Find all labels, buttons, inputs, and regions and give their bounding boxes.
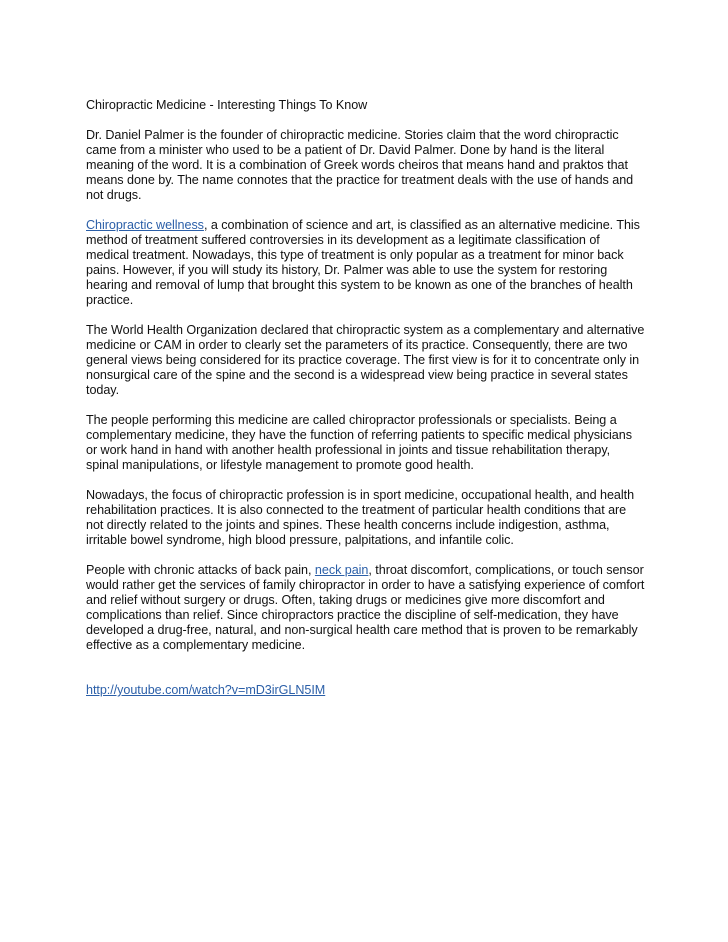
paragraph-text: The people performing this medicine are called chiropractor professionals or specialists. Being a complementary medicine, they have the function of referring patients to specific medical physicians or work hand in hand with another health professional in joints and tissue rehabilitation therapy, spinal manipulations, or lifestyle management to promote good health. (86, 413, 632, 472)
paragraph-text: Dr. Daniel Palmer is the founder of chiropractic medicine. Stories claim that the word chiropractic came from a minister who used to be a patient of Dr. David Palmer. Done by hand is the literal meaning of the word. It is a combination of Greek words cheiros that means hand and praktos that means done by. The name connotes that the practice for treatment deals with the use of hands and not drugs. (86, 128, 634, 202)
neck-pain-link[interactable]: neck pain (314, 563, 369, 577)
paragraph-text: , a combination of science and art, is classified as an alternative medicine. This method of treatment suffered controversies in its development as a legitimate classification of medical treatment. Nowadays, this type of treatment is only popular as a treatment for minor back pains. However, if you will study its history, Dr. Palmer was able to use the system for restoring hearing and removal of lump that brought this system to be known as one of the branches of health practice. (86, 218, 640, 307)
document-title: Chiropractic Medicine - Interesting Things To Know (86, 98, 368, 112)
paragraph-chronic-pain (86, 563, 646, 653)
paragraph-text-before: People with chronic attacks of back pain, (86, 563, 315, 577)
paragraph-focus (86, 488, 646, 548)
paragraph-who (86, 323, 646, 398)
paragraph-text: Nowadays, the focus of chiropractic profession is in sport medicine, occupational health, and health rehabilitation practices. It is also connected to the treatment of particular health conditions that are not directly related to the joints and spines. These health concerns include indigestion, asthma, irritable bowel syndrome, high blood pressure, palpitations, and infantile colic. (86, 488, 635, 547)
document-body (86, 98, 646, 698)
paragraph-professionals (86, 413, 646, 473)
paragraph-text: The World Health Organization declared that chiropractic system as a complementary and alternative medicine or CAM in order to clearly set the parameters of its practice. Consequently, there are two general views being considered for its practice coverage. The first view is for it to concentrate only in nonsurgical care of the spine and the second is a widespread view being practice in several states today. (86, 323, 645, 397)
paragraph-founder (86, 128, 646, 203)
paragraph-wellness (86, 218, 646, 308)
paragraph-text: , throat discomfort, complications, or touch sensor would rather get the services of family chiropractor in order to have a satisfying experience of comfort and relief without surgery or drugs. Often, taking drugs or medicines give more discomfort and complications than relief. Since chiropractors practice the discipline of self-medication, they have developed a drug-free, natural, and non-surgical health care method that is proven to be remarkably effective as a complementary medicine. (86, 563, 645, 652)
youtube-link[interactable]: http://youtube.com/watch?v=mD3irGLN5IM (86, 683, 326, 697)
chiropractic-wellness-link[interactable]: Chiropractic wellness (86, 218, 204, 232)
youtube-url-line (86, 683, 646, 698)
